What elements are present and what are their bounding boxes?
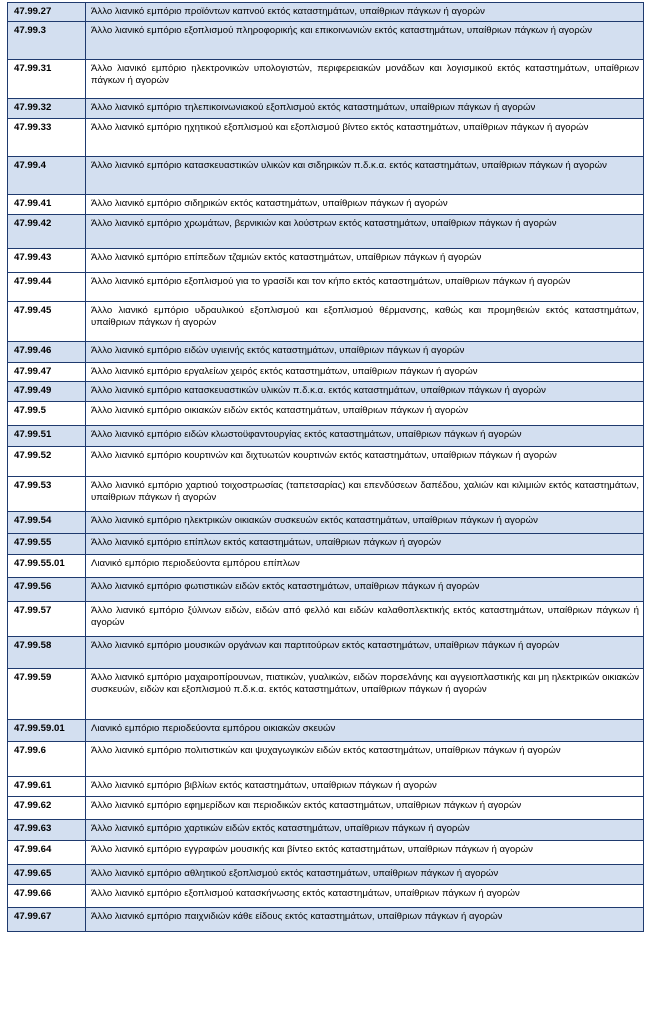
activity-code: 47.99.4 [8, 157, 86, 195]
table-row [8, 534, 644, 555]
table-row [8, 777, 644, 797]
activity-code: 47.99.33 [8, 119, 86, 157]
activity-description: Άλλο λιανικό εμπόριο επίπλων εκτός καταστημάτων, υπαίθριων πάγκων ή αγορών [86, 534, 644, 555]
table-row [8, 302, 644, 342]
activity-code: 47.99.65 [8, 865, 86, 885]
table-row [8, 382, 644, 402]
table-row [8, 512, 644, 534]
activity-description: Άλλο λιανικό εμπόριο τηλεπικοινωνιακού εξοπλισμού εκτός καταστημάτων, υπαίθριων πάγκων ή αγορών [86, 99, 644, 119]
activity-description: Άλλο λιανικό εμπόριο εγγραφών μουσικής και βίντεο εκτός καταστημάτων, υπαίθριων πάγκων ή αγορών [86, 841, 644, 865]
activity-code: 47.99.5 [8, 402, 86, 426]
activity-code: 47.99.31 [8, 60, 86, 99]
table-body [8, 3, 644, 932]
table-row [8, 157, 644, 195]
activity-code: 47.99.66 [8, 885, 86, 908]
activity-code: 47.99.42 [8, 215, 86, 249]
activity-description: Άλλο λιανικό εμπόριο φωτιστικών ειδών εκτός καταστημάτων, υπαίθριων πάγκων ή αγορών [86, 578, 644, 602]
table-row [8, 99, 644, 119]
table-row [8, 908, 644, 932]
activity-description: Άλλο λιανικό εμπόριο κατασκευαστικών υλικών π.δ.κ.α. εκτός καταστημάτων, υπαίθριων πάγκων ή αγορών [86, 382, 644, 402]
activity-code: 47.99.43 [8, 249, 86, 273]
table-row [8, 841, 644, 865]
table-row [8, 477, 644, 512]
table-row [8, 119, 644, 157]
activity-code: 47.99.59.01 [8, 720, 86, 742]
activity-description: Άλλο λιανικό εμπόριο ηχητικού εξοπλισμού και εξοπλισμού βίντεο εκτός καταστημάτων, υπαίθριων πάγκων ή αγορών [86, 119, 644, 157]
activity-description: Άλλο λιανικό εμπόριο χαρτιού τοιχοστρωσίας (ταπετσαρίας) και επενδύσεων δαπέδου, χαλιών και κιλιμιών εκτός καταστημάτων, υπαίθριων πάγκων ή αγορών [86, 477, 644, 512]
activity-code: 47.99.52 [8, 447, 86, 477]
table-row [8, 60, 644, 99]
activity-code: 47.99.46 [8, 342, 86, 363]
table-row [8, 720, 644, 742]
activity-code: 47.99.55 [8, 534, 86, 555]
activity-description: Άλλο λιανικό εμπόριο εξοπλισμού για το γρασίδι και τον κήπο εκτός καταστημάτων, υπαίθριων πάγκων ή αγορών [86, 273, 644, 302]
activity-description: Άλλο λιανικό εμπόριο επίπεδων τζαμιών εκτός καταστημάτων, υπαίθριων πάγκων ή αγορών [86, 249, 644, 273]
activity-code: 47.99.32 [8, 99, 86, 119]
activity-code: 47.99.3 [8, 22, 86, 60]
activity-description: Άλλο λιανικό εμπόριο ειδών κλωστοϋφαντουργίας εκτός καταστημάτων, υπαίθριων πάγκων ή αγορών [86, 426, 644, 447]
activity-code: 47.99.47 [8, 363, 86, 382]
table-row [8, 602, 644, 637]
table-row [8, 402, 644, 426]
activity-description: Άλλο λιανικό εμπόριο εξοπλισμού κατασκήνωσης εκτός καταστημάτων, υπαίθριων πάγκων ή αγορών [86, 885, 644, 908]
activity-description: Άλλο λιανικό εμπόριο προϊόντων καπνού εκτός καταστημάτων, υπαίθριων πάγκων ή αγορών [86, 3, 644, 22]
activity-codes-table [7, 2, 644, 932]
activity-description: Άλλο λιανικό εμπόριο χρωμάτων, βερνικιών και λούστρων εκτός καταστημάτων, υπαίθριων πάγκων ή αγορών [86, 215, 644, 249]
activity-code: 47.99.63 [8, 820, 86, 841]
activity-code: 47.99.56 [8, 578, 86, 602]
table-row [8, 363, 644, 382]
activity-code: 47.99.54 [8, 512, 86, 534]
activity-code: 47.99.57 [8, 602, 86, 637]
activity-code: 47.99.27 [8, 3, 86, 22]
table-row [8, 3, 644, 22]
activity-description: Άλλο λιανικό εμπόριο κουρτινών και διχτυωτών κουρτινών εκτός καταστημάτων, υπαίθριων πάγκων ή αγορών [86, 447, 644, 477]
activity-code: 47.99.55.01 [8, 555, 86, 578]
activity-code: 47.99.51 [8, 426, 86, 447]
activity-description: Άλλο λιανικό εμπόριο ηλεκτρονικών υπολογιστών, περιφερειακών μονάδων και λογισμικού εκτός καταστημάτων, υπαίθριων πάγκων ή αγορών [86, 60, 644, 99]
activity-code: 47.99.62 [8, 797, 86, 820]
activity-description: Άλλο λιανικό εμπόριο εξοπλισμού πληροφορικής και επικοινωνιών εκτός καταστημάτων, υπαίθριων πάγκων ή αγορών [86, 22, 644, 60]
activity-description: Άλλο λιανικό εμπόριο αθλητικού εξοπλισμού εκτός καταστημάτων, υπαίθριων πάγκων ή αγορών [86, 865, 644, 885]
table-row [8, 865, 644, 885]
table-row [8, 426, 644, 447]
activity-description: Άλλο λιανικό εμπόριο χαρτικών ειδών εκτός καταστημάτων, υπαίθριων πάγκων ή αγορών [86, 820, 644, 841]
activity-description: Άλλο λιανικό εμπόριο σιδηρικών εκτός καταστημάτων, υπαίθριων πάγκων ή αγορών [86, 195, 644, 215]
activity-code: 47.99.64 [8, 841, 86, 865]
table-row [8, 797, 644, 820]
table-row [8, 555, 644, 578]
activity-description: Άλλο λιανικό εμπόριο οικιακών ειδών εκτός καταστημάτων, υπαίθριων πάγκων ή αγορών [86, 402, 644, 426]
activity-description: Λιανικό εμπόριο περιοδεύοντα εμπόρου οικιακών σκευών [86, 720, 644, 742]
activity-description: Άλλο λιανικό εμπόριο ξύλινων ειδών, ειδών από φελλό και ειδών καλαθοπλεκτικής εκτός καταστημάτων, υπαίθριων πάγκων ή αγορών [86, 602, 644, 637]
activity-code: 47.99.44 [8, 273, 86, 302]
table-row [8, 447, 644, 477]
activity-description: Άλλο λιανικό εμπόριο εφημερίδων και περιοδικών εκτός καταστημάτων, υπαίθριων πάγκων ή αγορών [86, 797, 644, 820]
activity-code: 47.99.61 [8, 777, 86, 797]
activity-description: Άλλο λιανικό εμπόριο ειδών υγιεινής εκτός καταστημάτων, υπαίθριων πάγκων ή αγορών [86, 342, 644, 363]
activity-code: 47.99.6 [8, 742, 86, 777]
activity-description: Άλλο λιανικό εμπόριο ηλεκτρικών οικιακών συσκευών εκτός καταστημάτων, υπαίθριων πάγκων ή αγορών [86, 512, 644, 534]
table-row [8, 195, 644, 215]
activity-description: Άλλο λιανικό εμπόριο πολιτιστικών και ψυχαγωγικών ειδών εκτός καταστημάτων, υπαίθριων πάγκων ή αγορών [86, 742, 644, 777]
table-row [8, 22, 644, 60]
table-row [8, 820, 644, 841]
activity-description: Άλλο λιανικό εμπόριο μουσικών οργάνων και παρτιτούρων εκτός καταστημάτων, υπαίθριων πάγκων ή αγορών [86, 637, 644, 669]
activity-code: 47.99.59 [8, 669, 86, 720]
table-row [8, 669, 644, 720]
table-row [8, 342, 644, 363]
activity-description: Άλλο λιανικό εμπόριο κατασκευαστικών υλικών και σιδηρικών π.δ.κ.α. εκτός καταστημάτων, υπαίθριων πάγκων ή αγορών [86, 157, 644, 195]
activity-description: Άλλο λιανικό εμπόριο μαχαιροπίρουνων, πιατικών, γυαλικών, ειδών πορσελάνης και αγγειοπλαστικής και μη ηλεκτρικών οικιακών συσκευών, ειδών και εξοπλισμού π.δ.κ.α. εκτός καταστημάτων, υπαίθριων πάγκων ή αγορών [86, 669, 644, 720]
activity-description: Λιανικό εμπόριο περιοδεύοντα εμπόρου επίπλων [86, 555, 644, 578]
table-row [8, 249, 644, 273]
activity-code: 47.99.58 [8, 637, 86, 669]
activity-description: Άλλο λιανικό εμπόριο εργαλείων χειρός εκτός καταστημάτων, υπαίθριων πάγκων ή αγορών [86, 363, 644, 382]
activity-description: Άλλο λιανικό εμπόριο υδραυλικού εξοπλισμού και εξοπλισμού θέρμανσης, καθώς και προμηθειών εκτός καταστημάτων, υπαίθριων πάγκων ή αγορών [86, 302, 644, 342]
activity-description: Άλλο λιανικό εμπόριο παιχνιδιών κάθε είδους εκτός καταστημάτων, υπαίθριων πάγκων ή αγορών [86, 908, 644, 932]
activity-code: 47.99.45 [8, 302, 86, 342]
table-row [8, 637, 644, 669]
activity-code: 47.99.53 [8, 477, 86, 512]
table-row [8, 885, 644, 908]
table-row [8, 273, 644, 302]
table-row [8, 578, 644, 602]
table-row [8, 215, 644, 249]
activity-description: Άλλο λιανικό εμπόριο βιβλίων εκτός καταστημάτων, υπαίθριων πάγκων ή αγορών [86, 777, 644, 797]
activity-code: 47.99.41 [8, 195, 86, 215]
table-row [8, 742, 644, 777]
activity-code: 47.99.67 [8, 908, 86, 932]
activity-code: 47.99.49 [8, 382, 86, 402]
